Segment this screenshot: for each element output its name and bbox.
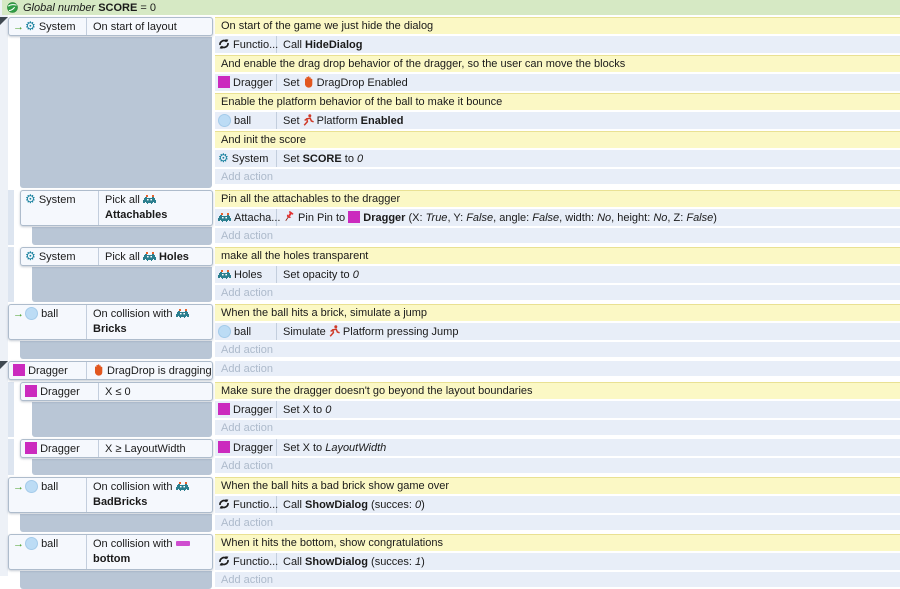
indent-guide [8,247,14,302]
event-block [8,361,900,380]
dragger-sprite-icon [13,365,25,377]
ball-sprite-icon [218,325,231,338]
globe-icon [7,2,18,14]
object-label: System [38,21,76,33]
add-action-row[interactable]: Add action [215,458,900,473]
action-row[interactable] [215,266,900,283]
condition-cell[interactable] [8,477,213,513]
event-block [8,439,900,475]
function-icon [218,38,230,51]
action-row[interactable] [215,323,900,340]
action-row[interactable] [215,74,900,91]
event-block [8,477,900,532]
ball-sprite-icon [25,481,38,493]
add-action-row[interactable]: Add action [215,572,900,587]
event-block [8,17,900,188]
condition-object [9,18,87,35]
action-object [215,323,277,340]
action-object [215,553,277,570]
action-row[interactable] [215,150,900,167]
action-object-label: Holes [234,268,263,281]
condition-object [21,248,99,265]
condition-text: Pick all Attachables [105,194,168,221]
event-filler [20,571,212,589]
action-text: Set Platform Enabled [283,115,404,127]
event-block [8,304,900,359]
event-block [8,247,900,302]
event-block [8,534,900,589]
add-action-row[interactable]: Add action [215,361,900,376]
comment-row[interactable] [215,477,900,494]
action-row[interactable] [215,209,900,226]
action-object-label: Dragger [233,403,273,416]
action-row[interactable] [215,112,900,129]
event-sheet-margin [0,0,8,576]
action-text: Simulate Platform pressing Jump [283,326,459,338]
object-label: Dragger [40,386,80,398]
action-text: Call ShowDialog (succes: 1) [283,555,425,568]
condition-cell[interactable] [20,247,213,266]
action-text: Set X to 0 [283,403,332,416]
condition-text: On collision with Bricks [87,305,195,339]
event-filler [32,402,212,437]
invader-sprite-icon [218,212,231,224]
system-gear-icon: ⚙ [25,192,36,206]
condition-cell[interactable] [8,304,213,340]
event-filler [20,341,212,359]
system-gear-icon: ⚙ [25,19,36,33]
comment-row[interactable] [215,55,900,72]
ball-sprite-icon [218,114,231,127]
condition-cell[interactable] [20,190,213,226]
action-object-label: Functio... [233,555,279,568]
action-object-label: ball [234,325,252,338]
action-text: Set SCORE to 0 [283,152,364,165]
comment-text: When the ball hits a bad brick show game over [221,479,450,492]
object-label: ball [41,538,59,550]
comment-text: When it hits the bottom, show congratulations [221,536,443,549]
comment-row[interactable] [215,304,900,321]
global-variable-text: Global number SCORE = 0 [23,1,156,14]
condition-text: On collision with bottom [87,535,196,569]
action-object [215,74,277,91]
event-filler [20,514,212,532]
object-label: Dragger [40,443,80,455]
indent-guide [8,190,14,245]
object-label: Dragger [28,365,68,377]
event-filler [32,459,212,475]
comment-text: And enable the drag drop behavior of the dragger, so the user can move the blocks [221,57,626,70]
condition-text: On collision with BadBricks [87,478,195,512]
comment-row[interactable] [215,131,900,148]
condition-text: DragDrop is dragging [87,362,218,379]
comment-text: Enable the platform behavior of the ball to make it bounce [221,95,503,108]
action-text: Set DragDrop Enabled [283,77,408,89]
condition-cell[interactable] [20,439,213,458]
comment-text: And init the score [221,133,306,146]
condition-text: Pick all Holes [105,251,189,263]
event-filler [20,37,212,188]
condition-object [9,535,87,569]
comment-row[interactable] [215,93,900,110]
comment-text: Pin all the attachables to the dragger [221,192,401,205]
event-block [8,382,900,437]
action-object [215,209,281,226]
action-object [215,401,277,418]
action-row[interactable] [215,553,900,570]
action-object [215,150,277,167]
action-object [215,266,277,283]
system-gear-icon: ⚙ [218,151,229,165]
action-object [215,496,277,513]
add-action-row[interactable]: Add action [215,285,900,300]
action-object-label: Functio... [233,498,279,511]
add-action-row[interactable]: Add action [215,342,900,357]
comment-text: When the ball hits a brick, simulate a jump [221,306,428,319]
dragger-sprite-icon [218,441,230,454]
action-object-label: Dragger [233,76,273,89]
object-label: ball [41,308,59,320]
function-icon [218,498,230,511]
system-gear-icon: ⚙ [25,249,36,263]
ball-sprite-icon [25,308,38,320]
comment-row[interactable] [215,534,900,551]
function-icon [218,555,230,568]
object-label: ball [41,481,59,493]
collapse-triangle-icon[interactable] [0,17,8,25]
indent-guide [8,382,14,437]
action-object-label: Attacha... [234,211,281,224]
condition-cell[interactable] [8,17,213,36]
add-action-row[interactable]: Add action [215,515,900,530]
action-object [215,36,277,53]
comment-text: On start of the game we just hide the dialog [221,19,434,32]
collapse-triangle-icon[interactable] [0,361,8,369]
trigger-arrow-icon: → [13,538,24,550]
trigger-arrow-icon: → [13,481,24,493]
dragger-sprite-icon [25,386,37,398]
action-object-label: System [231,152,269,165]
trigger-arrow-icon: → [13,21,24,33]
object-label: System [38,194,76,206]
condition-object [9,478,87,512]
action-row[interactable] [215,401,900,418]
add-action-row[interactable]: Add action [215,228,900,243]
event-filler [32,267,212,302]
add-action-row[interactable]: Add action [215,420,900,435]
condition-text: On start of layout [93,21,177,33]
action-object-label: Functio... [233,38,279,51]
comment-text: make all the holes transparent [221,249,369,262]
dragger-sprite-icon [218,403,230,416]
indent-guide [8,439,14,475]
action-text: Set opacity to 0 [283,268,359,281]
action-object-label: ball [234,114,252,127]
add-action-row[interactable]: Add action [215,169,900,184]
event-block [8,190,900,245]
object-label: System [38,251,76,263]
action-object [215,112,277,129]
action-text: Set X to LayoutWidth [283,441,387,454]
trigger-arrow-icon: → [13,308,24,320]
condition-text: X ≥ LayoutWidth [105,443,186,455]
condition-cell[interactable] [20,382,213,401]
action-text: Call ShowDialog (succes: 0) [283,498,425,511]
invader-sprite-icon [218,269,231,281]
dragger-sprite-icon [25,443,37,455]
condition-object [21,383,99,400]
action-object-label: Dragger [233,441,273,454]
action-row[interactable] [215,496,900,513]
condition-text: X ≤ 0 [105,386,131,398]
condition-object [9,305,87,339]
action-object [215,439,277,456]
condition-object [21,191,99,225]
dragger-sprite-icon [218,76,230,89]
action-text: Call HideDialog [283,38,363,51]
comment-row[interactable] [215,382,900,399]
condition-object [21,440,99,457]
action-row[interactable] [215,36,900,53]
event-filler [32,227,212,245]
global-variable-bar[interactable] [2,0,900,15]
comment-row[interactable] [215,17,900,34]
condition-cell[interactable] [8,361,213,380]
comment-row[interactable] [215,247,900,264]
comment-row[interactable] [215,190,900,207]
action-row[interactable] [215,439,900,456]
comment-text: Make sure the dragger doesn't go beyond the layout boundaries [221,384,533,397]
condition-object [9,362,87,379]
condition-cell[interactable] [8,534,213,570]
action-text: Pin Pin to Dragger (X: True, Y: False, angle: False, width: No, height: No, Z: False) [277,211,717,224]
ball-sprite-icon [25,538,38,550]
